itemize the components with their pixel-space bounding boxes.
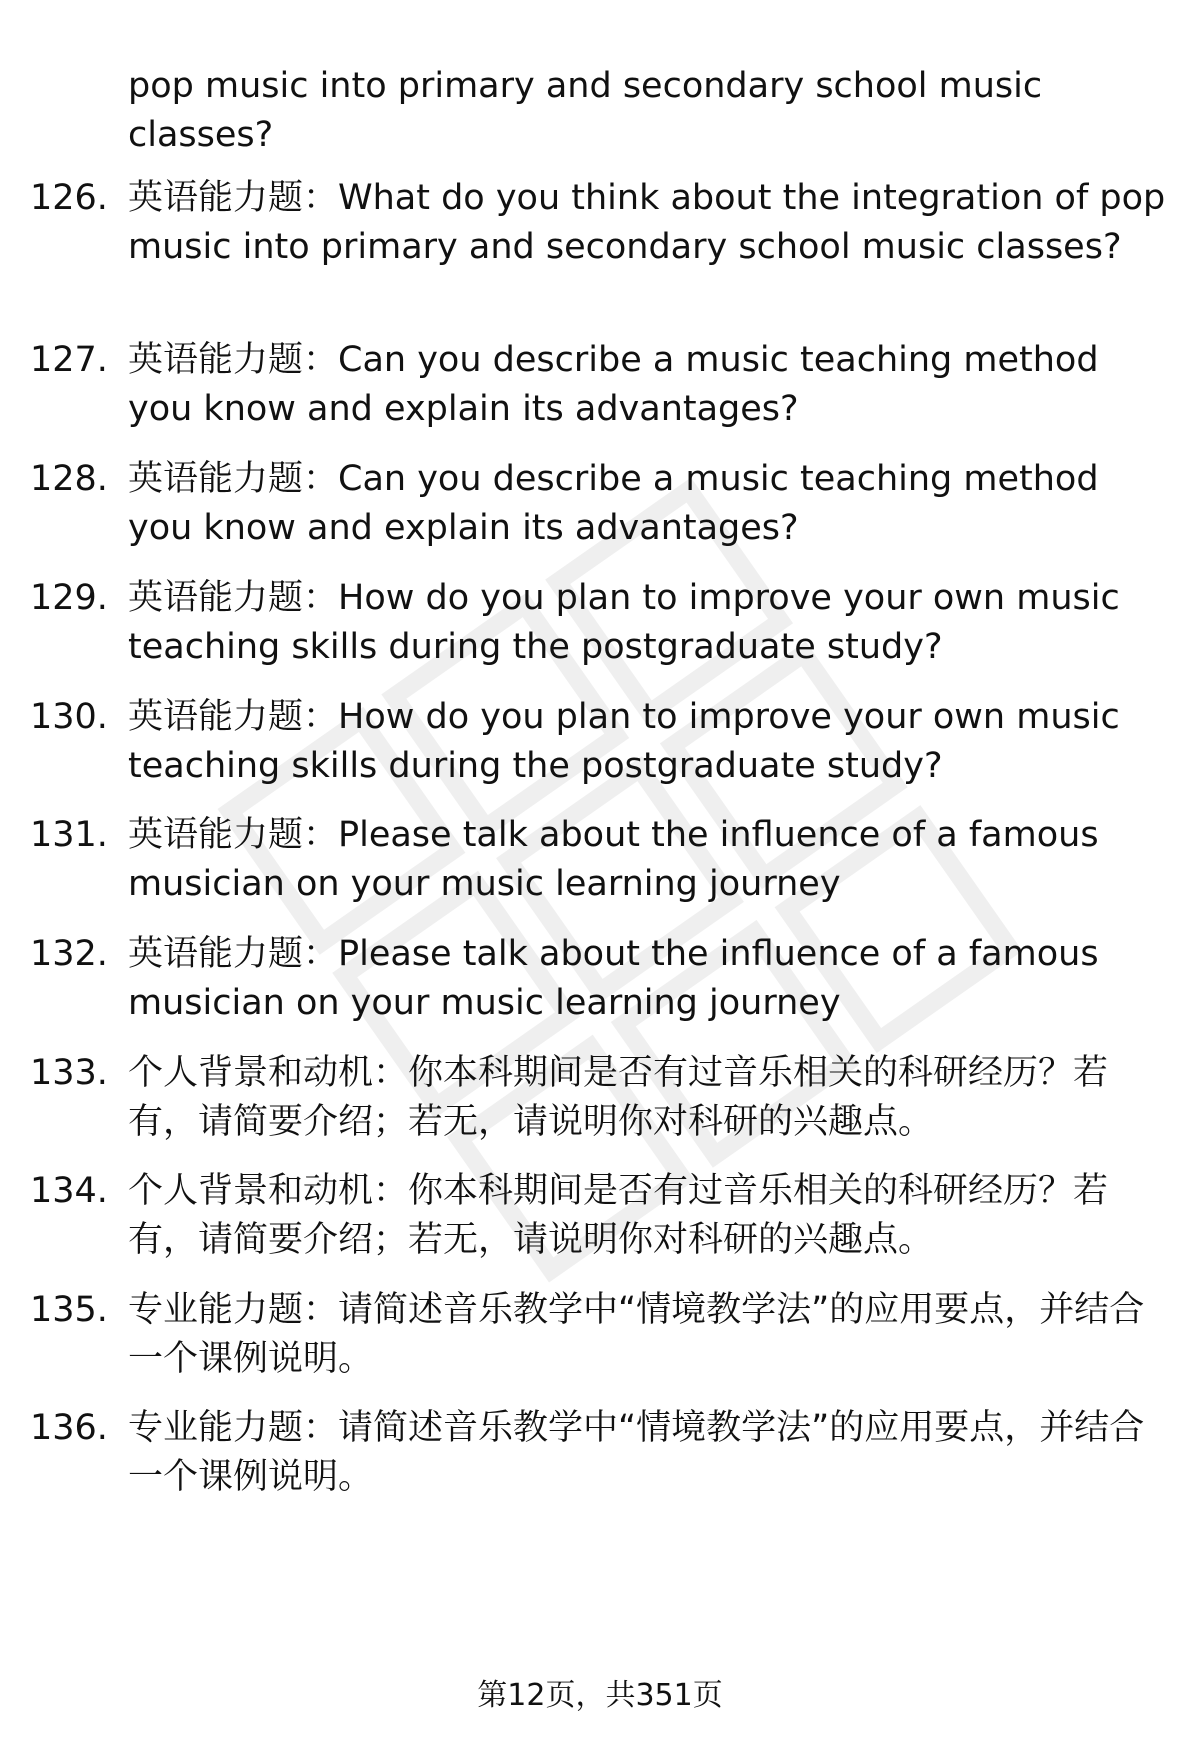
question-number: 136.	[30, 1408, 108, 1448]
question-number: 126.	[30, 178, 108, 218]
question-text: 专业能力题：请简述音乐教学中“情境教学法”的应用要点，并结合一个课例说明。	[128, 1290, 1145, 1379]
question-text: 英语能力题：What do you think about the integration of pop music into primary and secondary school music classes?	[128, 178, 1166, 267]
question-text: 英语能力题：How do you plan to improve your own music teaching skills during the postgraduate study?	[128, 578, 1120, 667]
question-text: 英语能力题：Please talk about the influence of a famous musician on your music learning journey	[128, 815, 1099, 904]
question-number: 134.	[30, 1171, 108, 1211]
question-number: 132.	[30, 934, 108, 974]
question-number: 131.	[30, 815, 108, 855]
question-number: 133.	[30, 1053, 108, 1093]
question-number: 128.	[30, 459, 108, 499]
continued-question-text: pop music into primary and secondary school music classes?	[128, 66, 1043, 155]
question-text: 个人背景和动机：你本科期间是否有过音乐相关的科研经历？若有，请简要介绍；若无，请说明你对科研的兴趣点。	[128, 1171, 1109, 1260]
page-footer: 第12页，共351页	[477, 1678, 723, 1713]
question-number: 135.	[30, 1290, 108, 1330]
question-number: 127.	[30, 340, 108, 380]
question-text: 个人背景和动机：你本科期间是否有过音乐相关的科研经历？若有，请简要介绍；若无，请说明你对科研的兴趣点。	[128, 1053, 1109, 1142]
question-text: 专业能力题：请简述音乐教学中“情境教学法”的应用要点，并结合一个课例说明。	[128, 1408, 1145, 1497]
question-number: 129.	[30, 578, 108, 618]
question-text: 英语能力题：How do you plan to improve your own music teaching skills during the postgraduate study?	[128, 697, 1120, 786]
question-text: 英语能力题：Can you describe a music teaching method you know and explain its advantages?	[128, 459, 1099, 548]
question-text: 英语能力题：Can you describe a music teaching method you know and explain its advantages?	[128, 340, 1099, 429]
question-number: 130.	[30, 697, 108, 737]
question-text: 英语能力题：Please talk about the influence of a famous musician on your music learning journey	[128, 934, 1099, 1023]
